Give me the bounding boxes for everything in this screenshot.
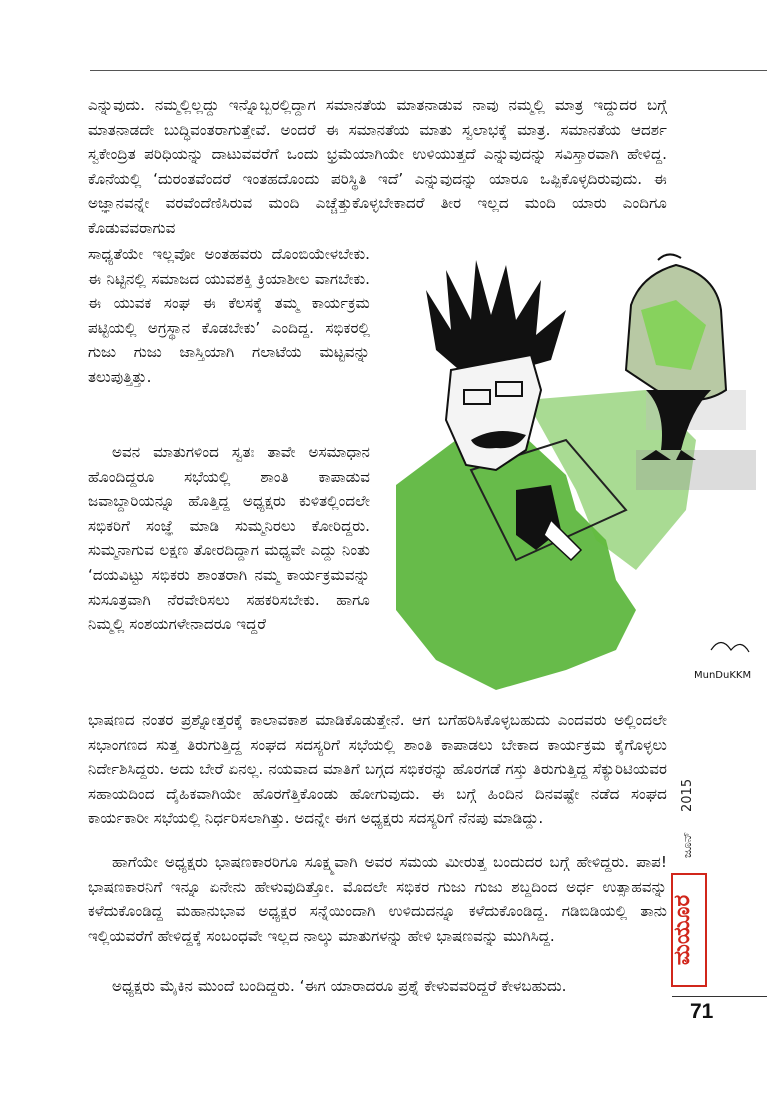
page-number: 71 bbox=[690, 1000, 714, 1023]
cartoon-illustration bbox=[376, 250, 767, 695]
paragraph-3: ಅವನ ಮಾತುಗಳಿಂದ ಸ್ವತಃ ತಾವೇ ಅಸಮಾಧಾನ ಹೊಂದಿದ್ದರೂ ಸಭೆಯಲ್ಲಿ ಶಾಂತಿ ಕಾಪಾಡುವ ಜವಾಬ್ದಾರಿಯನ್ನೂ ಹೊತ್ತಿದ್ದ ಅಧ್ಯಕ್ಷರು ಕುಳಿತಲ್ಲಿಂದಲೇ ಸಭಿಕರಿಗೆ ಸಂಜ್ಞೆ ಮಾಡಿ ಸುಮ್ಮನಿರಲು ಕೋರಿದ್ದರು. ಸುಮ್ಮನಾಗುವ ಲಕ್ಷಣ ತೋರದಿದ್ದಾಗ ಮಧ್ಯವೇ ಎದ್ದು ನಿಂತು ‘ದಯವಿಟ್ಟು ಸಭಿಕರು ಶಾಂತರಾಗಿ ನಮ್ಮ ಕಾರ್ಯಕ್ರಮವನ್ನು ಸುಸೂತ್ರವಾಗಿ ನೆರವೇರಿಸಲು ಸಹಕರಿಸಬೇಕು. ಹಾಗೂ ನಿಮ್ಮಲ್ಲಿ ಸಂಶಯಗಳೇನಾದರೂ ಇದ್ದರೆ bbox=[88, 443, 370, 634]
top-rule bbox=[90, 70, 767, 71]
issue-month: ಜೂನ್ bbox=[680, 831, 694, 858]
paragraph-2: ಸಾಧ್ಯತೆಯೇ ಇಲ್ಲವೋ ಅಂತಹವರು ದೊಂಬಿಯೇಳಬೇಕು. ಈ ನಿಟ್ಟಿನಲ್ಲಿ ಸಮಾಜದ ಯುವಶಕ್ತಿ ಕ್ರಿಯಾಶೀಲ ವಾಗಬೇಕು. ಈ ಯುವಕ ಸಂಘ ಈ ಕೆಲಸಕ್ಕೆ ತಮ್ಮ ಕಾರ್ಯಕ್ರಮ ಪಟ್ಟಿಯಲ್ಲಿ ಅಗ್ರಸ್ಥಾನ ಕೊಡಬೇಕು’ ಎಂದಿದ್ದ. ಸಭಿಕರಲ್ಲಿ ಗುಜು ಗುಜು ಜಾಸ್ತಿಯಾಗಿ ಗಲಾಟೆಯ ಮಟ್ಟವನ್ನು ತಲುಪುತ್ತಿತ್ತು. bbox=[88, 245, 370, 386]
logo-text: ಮಯೂರ bbox=[670, 894, 695, 966]
issue-year: 2015 bbox=[680, 778, 695, 812]
paragraph-6: ಅಧ್ಯಕ್ಷರು ಮೈಕಿನ ಮುಂದೆ ಬಂದಿದ್ದರು. ‘ಈಗ ಯಾರಾದರೂ ಪ್ರಶ್ನೆ ಕೇಳುವವರಿದ್ದರೆ ಕೇಳಬಹುದು. bbox=[112, 977, 567, 995]
magazine-logo bbox=[668, 870, 710, 990]
footer-rule bbox=[672, 996, 767, 997]
paragraph-1: ಎನ್ನುವುದು. ನಮ್ಮಲ್ಲಿಲ್ಲದ್ದು ಇನ್ನೊಬ್ಬರಲ್ಲಿದ್ದಾಗ ಸಮಾನತೆಯ ಮಾತನಾಡುವ ನಾವು ನಮ್ಮಲ್ಲಿ ಮಾತ್ರ ಇದ್ದುದರ ಬಗ್ಗೆ ಮಾತನಾಡದೇ ಬುದ್ಧಿವಂತರಾಗುತ್ತೇವೆ. ಅಂದರೆ ಈ ಸಮಾನತೆಯ ಮಾತು ಸ್ವಲಾಭಕ್ಕೆ ಮಾತ್ರ. ಸಮಾನತೆಯ ಆದರ್ಶ ಸ್ವಕೇಂದ್ರಿತ ಪರಿಧಿಯನ್ನು ದಾಟುವವರೆಗೆ ಒಂದು ಭ್ರಮೆಯಾಗಿಯೇ ಉಳಿಯುತ್ತದೆ ಎನ್ನುವುದನ್ನು ಸವಿಸ್ತಾರವಾಗಿ ಹೇಳಿದ್ದ. ಕೊನೆಯಲ್ಲಿ ‘ದುರಂತವೆಂದರೆ ಇಂತಹದೊಂದು ಪರಿಸ್ಥಿತಿ ಇದೆ’ ಎನ್ನುವುದನ್ನು ಯಾರೂ ಒಪ್ಪಿಕೊಳ್ಳದಿರುವುದು. ಈ ಅಜ್ಞಾನವನ್ನೇ ವರವೆಂದೆಣಿಸಿರುವ ಮಂದಿ ಎಚ್ಚೆತ್ತುಕೊಳ್ಳಬೇಕಾದರೆ ತೀರ ಇಲ್ಲದ ಮಂದಿ ಯಾರು ಎಂದಿಗೂ ಕೊಡುವವರಾಗುವ bbox=[88, 96, 667, 237]
paragraph-4: ಭಾಷಣದ ನಂತರ ಪ್ರಶ್ನೋತ್ತರಕ್ಕೆ ಕಾಲಾವಕಾಶ ಮಾಡಿಕೊಡುತ್ತೇನೆ. ಆಗ ಬಗೆಹರಿಸಿಕೊಳ್ಳಬಹುದು ಎಂದವರು ಅಲ್ಲಿಂದಲೇ ಸಭಾಂಗಣದ ಸುತ್ತ ತಿರುಗುತ್ತಿದ್ದ ಸಂಘದ ಸದಸ್ಯರಿಗೆ ಸಭೆಯಲ್ಲಿ ಶಾಂತಿ ಕಾಪಾಡಲು ಬೇಕಾದ ಕಾರ್ಯಕ್ರಮ ಕೈಗೊಳ್ಳಲು ನಿರ್ದೇಶಿಸಿದ್ದರು. ಅದು ಬೇರೆ ಏನಲ್ಲ. ನಯವಾದ ಮಾತಿಗೆ ಬಗ್ಗದ ಸಭಿಕರನ್ನು ಹೊರಗಡೆ ಗಸ್ತು ತಿರುಗುತ್ತಿದ್ದ ಸೆಕ್ಯುರಿಟಿಯವರ ಸಹಾಯದಿಂದ ದೈಹಿಕವಾಗಿಯೇ ಹೊರಗೆತ್ತಿಕೊಂಡು ಹೋಗುವುದು. ಈ ಬಗ್ಗೆ ಹಿಂದಿನ ದಿನವಷ್ಟೇ ನಡೆದ ಸಂಘದ ಕಾರ್ಯಕಾರೀ ಸಭೆಯಲ್ಲಿ ನಿರ್ಧರಿಸಲಾಗಿತ್ತು. ಅದನ್ನೇ ಈಗ ಅಧ್ಯಕ್ಷರು ಸದಸ್ಯರಿಗೆ ನೆನಪು ಮಾಡಿದ್ದು. bbox=[88, 711, 667, 828]
paragraph-5: ಹಾಗೆಯೇ ಅಧ್ಯಕ್ಷರು ಭಾಷಣಕಾರರಿಗೂ ಸೂಕ್ಷ್ಮವಾಗಿ ಅವರ ಸಮಯ ಮೀರುತ್ತ ಬಂದುದರ ಬಗ್ಗೆ ಹೇಳಿದ್ದರು. ಪಾಪ! ಭಾಷಣಕಾರನಿಗೆ ಇನ್ನೂ ಏನೇನು ಹೇಳುವುದಿತ್ತೋ. ಮೊದಲೇ ಸಭಿಕರ ಗುಜು ಗುಜು ಶಬ್ದದಿಂದ ಅರ್ಧ ಉತ್ಸಾಹವನ್ನು ಕಳೆದುಕೊಂಡಿದ್ದ ಮಹಾನುಭಾವ ಅಧ್ಯಕ್ಷರ ಸನ್ನೆಯಿಂದಾಗಿ ಉಳಿದುದನ್ನೂ ಕಳೆದುಕೊಂಡಿದ್ದ. ಗಡಿಬಿಡಿಯಲ್ಲಿ ತಾನು ಇಲ್ಲಿಯವರೆಗೆ ಹೇಳಿದ್ದಕ್ಕೆ ಸಂಬಂಧವೇ ಇಲ್ಲದ ನಾಲ್ಕು ಮಾತುಗಳನ್ನು ಹೇಳಿ ಭಾಷಣವನ್ನು ಮುಗಿಸಿದ್ದ. bbox=[88, 853, 667, 945]
artist-signature: MunDuKKM bbox=[694, 670, 752, 681]
